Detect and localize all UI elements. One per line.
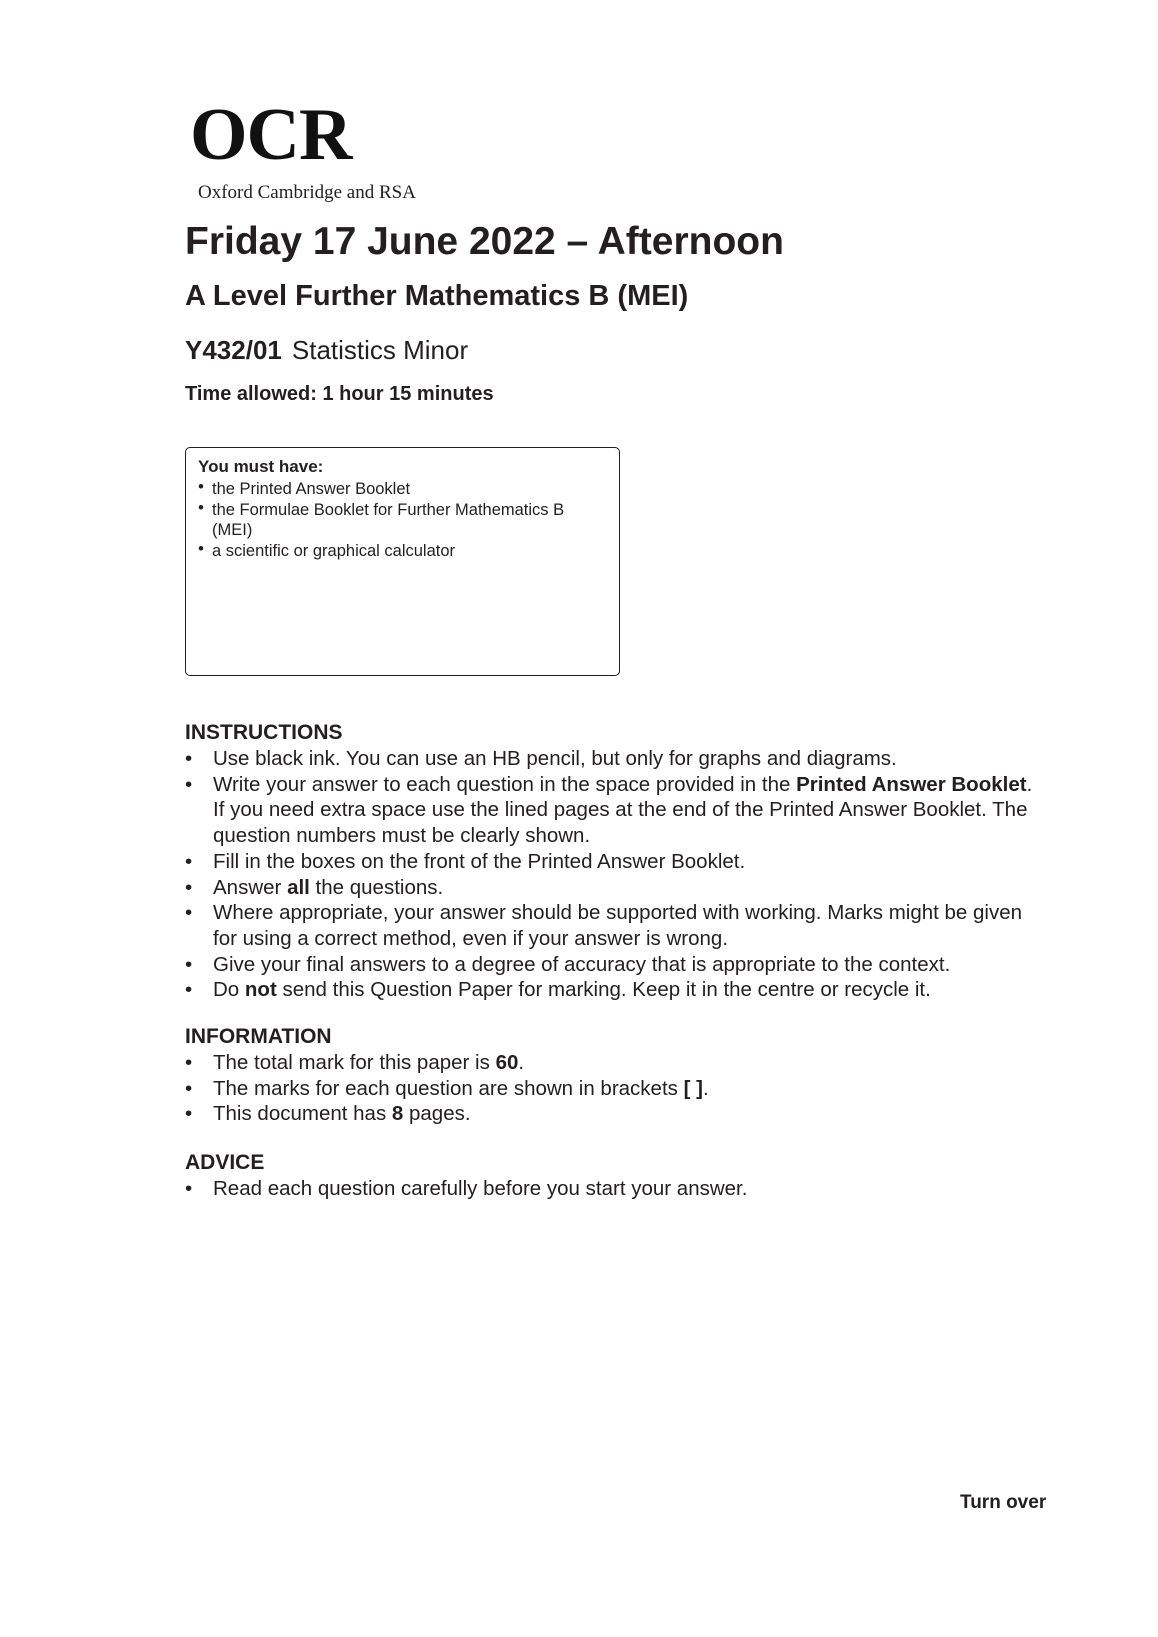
information-text: pages. [403, 1102, 471, 1126]
information-text: This document has [213, 1102, 392, 1126]
turn-over-label: Turn over [960, 1492, 1047, 1513]
bullet: • [185, 1177, 193, 1200]
instruction-text: Give your final answers to a degree of accuracy that is appropriate to the context. [213, 952, 951, 976]
instruction-emphasis: not [244, 978, 277, 1002]
list-item [198, 500, 607, 540]
logo-mark: OCR [190, 94, 352, 176]
list-item [185, 977, 1045, 1003]
list-item [198, 479, 607, 499]
bullet: • [185, 849, 193, 873]
list-item [185, 875, 1045, 901]
information-text: . [702, 1076, 709, 1100]
instruction-text: the questions. [309, 875, 444, 899]
paper-name: Statistics Minor [291, 335, 469, 365]
time-allowed: Time allowed: 1 hour 15 minutes [185, 383, 494, 405]
must-have-list [198, 479, 607, 561]
instruction-text: Write your answer to each question in the space provided in the [213, 772, 797, 796]
bullet: • [185, 772, 193, 796]
instructions-list [185, 746, 1045, 1003]
list-item [185, 746, 1045, 772]
information-text: The marks for each question are shown in brackets [213, 1076, 684, 1100]
bullet: • [198, 498, 204, 517]
list-item [185, 900, 1045, 951]
bullet: • [185, 1051, 193, 1074]
advice-text: Read each question carefully before you start your answer. [213, 1177, 748, 1200]
bullet: • [185, 952, 193, 976]
advice-section [185, 1150, 1045, 1202]
list-item [198, 541, 607, 561]
instruction-emphasis: all [287, 875, 310, 899]
ocr-logo [190, 94, 416, 204]
information-text: . [518, 1051, 525, 1074]
list-item [185, 772, 1045, 849]
instruction-text: . If you need extra space use the lined pages at the end of the Printed Answer Booklet. The question numbers must be clearly shown. [213, 772, 1033, 848]
logo-subtitle: Oxford Cambridge and RSA [198, 182, 416, 203]
information-title: INFORMATION [185, 1025, 332, 1048]
list-item [185, 952, 1045, 978]
bullet: • [198, 477, 204, 496]
paper-line [185, 337, 468, 363]
must-have-item: a scientific or graphical calculator [212, 542, 456, 560]
instruction-text: Do [213, 978, 245, 1002]
advice-title: ADVICE [185, 1151, 265, 1174]
paper-code: Y432/01 [185, 335, 282, 365]
instruction-text: Where appropriate, your answer should be supported with working. Marks might be given for using a correct method, even if your answer is wrong. [213, 901, 1023, 950]
must-have-box [185, 447, 620, 676]
bullet: • [185, 1102, 193, 1126]
instructions-title: INSTRUCTIONS [185, 721, 343, 744]
information-section [185, 1024, 1045, 1127]
must-have-item: the Printed Answer Booklet [212, 480, 411, 498]
bullet: • [198, 539, 204, 558]
information-emphasis: [ ] [683, 1076, 703, 1100]
instruction-text: Answer [213, 875, 288, 899]
must-have-title: You must have: [198, 457, 324, 476]
information-emphasis: 8 [391, 1102, 404, 1126]
bullet: • [185, 875, 193, 899]
list-item [185, 1050, 1045, 1076]
list-item [185, 849, 1045, 875]
instruction-text: Use black ink. You can use an HB pencil, but only for graphs and diagrams. [213, 747, 897, 770]
information-emphasis: 60 [495, 1051, 519, 1074]
instruction-text: Fill in the boxes on the front of the Printed Answer Booklet. [213, 849, 746, 873]
bullet: • [185, 1076, 193, 1100]
bullet: • [185, 901, 193, 925]
instructions-section [185, 720, 1045, 1003]
information-list [185, 1050, 1045, 1127]
list-item [185, 1076, 1045, 1102]
instruction-text: send this Question Paper for marking. Keep it in the centre or recycle it. [276, 978, 931, 1002]
advice-list [185, 1176, 1045, 1202]
bullet: • [185, 747, 193, 770]
bullet: • [185, 978, 193, 1002]
exam-date: Friday 17 June 2022 – Afternoon [185, 220, 784, 263]
must-have-item: the Formulae Booklet for Further Mathematics B (MEI) [212, 501, 565, 539]
instruction-emphasis: Printed Answer Booklet [796, 772, 1027, 796]
qualification-title: A Level Further Mathematics B (MEI) [185, 280, 689, 312]
list-item [185, 1101, 1045, 1127]
information-text: The total mark for this paper is [213, 1051, 496, 1074]
list-item [185, 1176, 1045, 1202]
